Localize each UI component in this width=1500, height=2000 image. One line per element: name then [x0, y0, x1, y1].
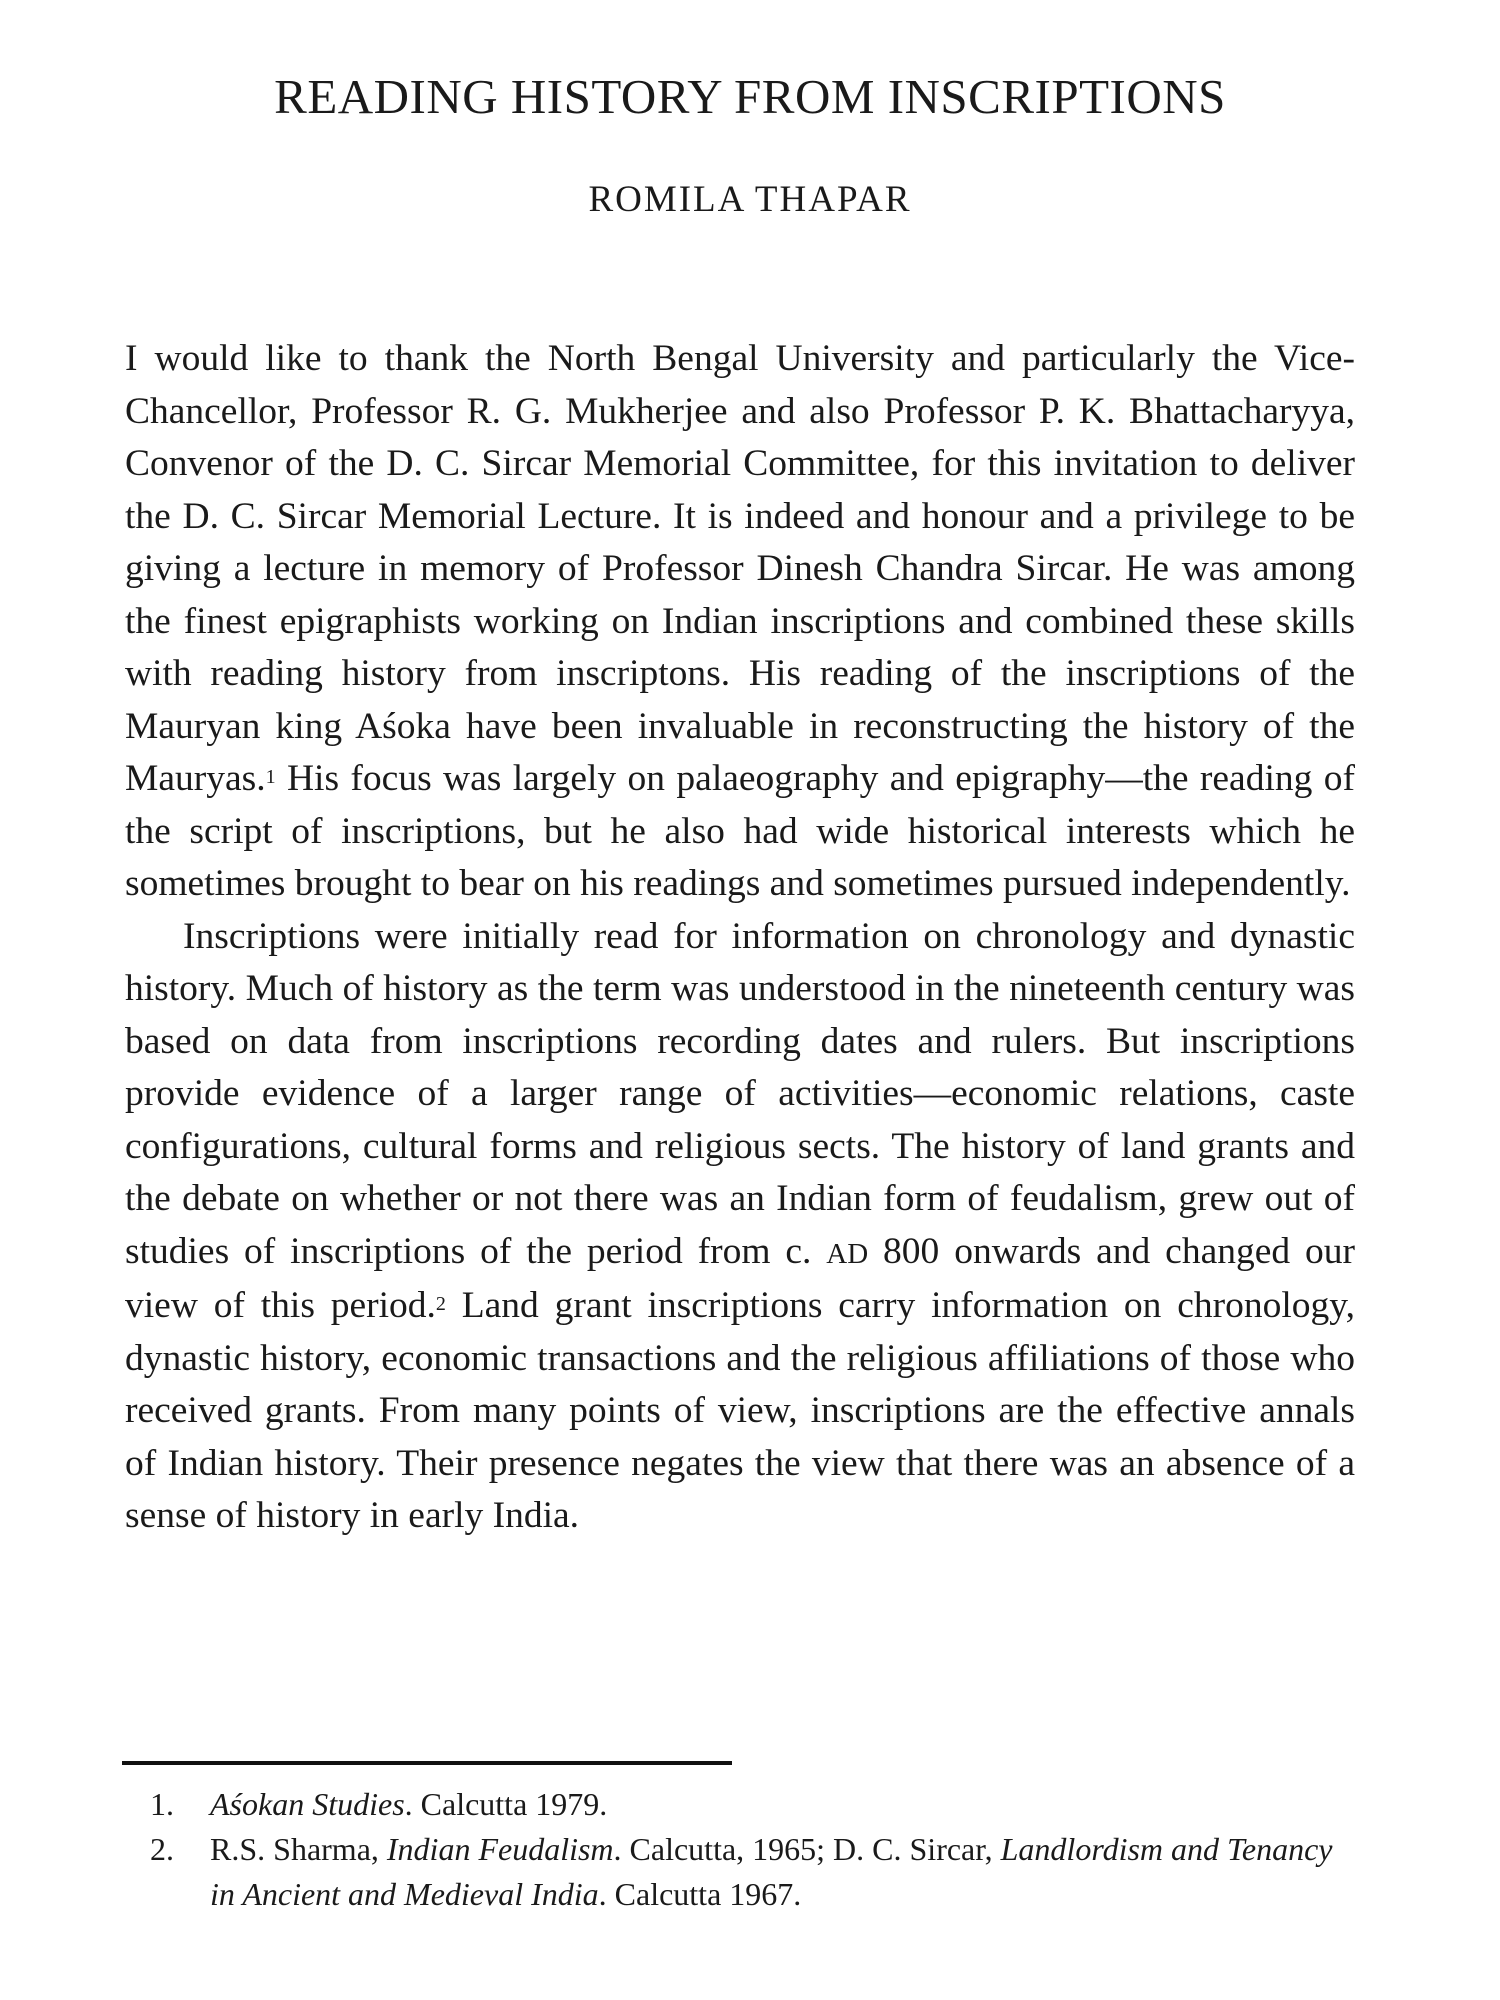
footnote-middle: . Calcutta, 1965; D. C. Sircar,: [613, 1831, 1001, 1867]
article-body: [125, 333, 1355, 1543]
footnote-number: 2.: [150, 1831, 174, 1867]
author-name: ROMILA THAPAR: [588, 179, 912, 220]
footnote-rest: . Calcutta 1979.: [404, 1786, 608, 1822]
paragraph-1-text-a: I would like to thank the North Bengal University and particularly the Vice-Chancellor, Professor R. G. Mukherjee and also Professor P. K. Bhattacharyya, Convenor of the D. C. Sircar Memorial Committee, for this invitation to deliver the D. C. Sircar Memorial Lecture. It is indeed and honour and a privilege to be giving a lecture in memory of Professor Dinesh Chandra Sircar. He was among the finest epigraphists working on Indian inscriptions and combined these skills with reading history from inscriptons. His reading of the inscriptions of the Mauryan king Aśoka have been invaluable in reconstructing the history of the Mauryas.: [125, 338, 1355, 799]
paragraph-2-text-c: Land grant inscriptions carry information on chronology, dynastic history, economic transactions and the religious affiliations of those who received grants. From many points of view, inscriptions are the effective annals of Indian history. Their presence negates the view that there was an absence of a sense of history in early India.: [125, 1285, 1355, 1536]
footnotes: [150, 1782, 1350, 1917]
article-title: READING HISTORY FROM INSCRIPTIONS: [274, 69, 1226, 124]
footnote-2: [150, 1827, 1350, 1917]
footnote-number: 1.: [150, 1786, 174, 1822]
paragraph-1-text-b: His focus was largely on palaeography and epigraphy—the reading of the script of inscriptions, but he also had wide historical interests which he sometimes brought to bear on his readings and sometimes pursued independently.: [125, 758, 1355, 904]
paragraph-2-text-a: Inscriptions were initially read for information on chronology and dynastic history. Much of history as the term was understood in the nineteenth century was based on data from inscriptions recording dates and rulers. But inscriptions provide evidence of a larger range of activities—economic relations, caste configurations, cultural forms and religious sects. The history of land grants and the debate on whether or not there was an Indian form of feudalism, grew out of studies of inscriptions of the period from c.: [125, 915, 1355, 1272]
footnote-divider: [122, 1761, 732, 1765]
footnote-book-title: Aśokan Studies: [210, 1786, 405, 1822]
footnote-text: [210, 1782, 1350, 1827]
footnote-author: R.S. Sharma,: [210, 1831, 387, 1867]
footnote-text: [210, 1827, 1350, 1917]
footnote-book-title: Indian Feudalism: [386, 1831, 614, 1867]
footnote-ref-2[interactable]: 2: [435, 1293, 446, 1315]
era-abbreviation: AD: [826, 1237, 869, 1270]
footnote-1: [150, 1782, 1350, 1827]
footnote-rest: . Calcutta 1967.: [598, 1876, 802, 1912]
paragraph-2-text-b: 800 onwards and changed our view of this period.: [125, 1230, 1355, 1326]
footnote-book-title: Landlordism and Tenancy in Ancient and Medieval India: [210, 1831, 1333, 1912]
paragraph-2: [125, 911, 1355, 1543]
paragraph-1: [125, 333, 1355, 911]
footnote-ref-1[interactable]: 1: [265, 766, 276, 788]
